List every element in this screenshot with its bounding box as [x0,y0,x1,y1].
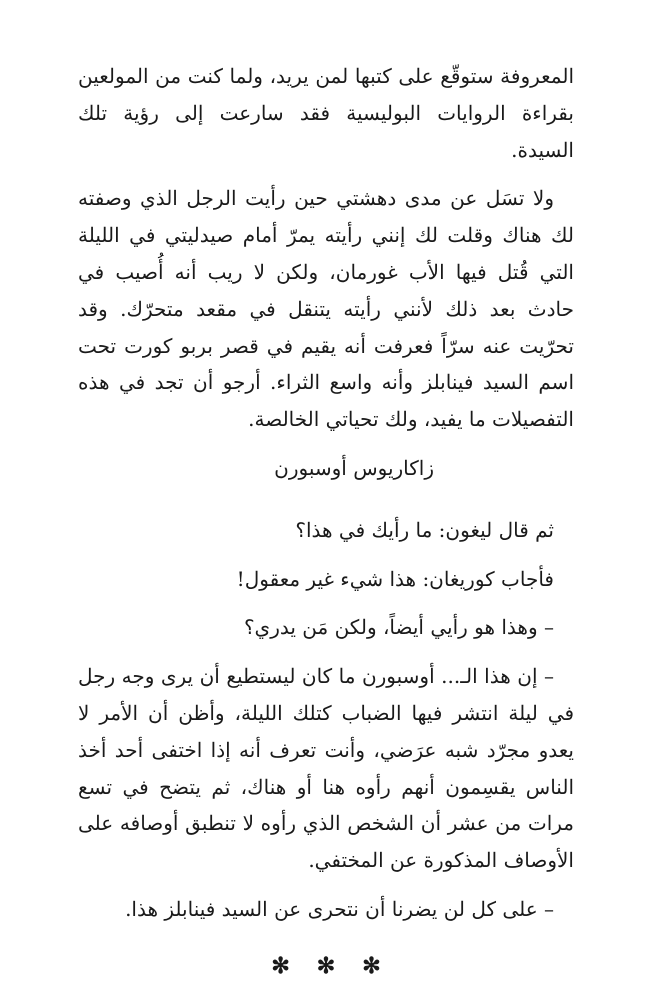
paragraph-dialogue-long: – إن هذا الـ... أوسبورن ما كان ليستطيع أن يرى وجه رجل في ليلة انتشر فيها الضباب كتلك الليلة، وأظن أن الأمر لا يعدو مجرّد شبه عرَضي، وأنت تعرف أنه إذا اختفى أحد أخذ الناس يقسِمون أنهم رأوه هنا أو هناك، ثم يتضح في تسع مرات من عشر أن الشخص الذي رأوه لا تنطبق أوصافه على الأوصاف المذكورة عن المختفي. [78,664,574,873]
star-icon: ✻ [271,952,290,979]
section-separator [78,948,574,986]
paragraph-letter-body: ولا تسَل عن مدى دهشتي حين رأيت الرجل الذي وصفته لك هناك وقلت لك إنني رأيته يمرّ أمام صيدليتي في الليلة التي قُتل فيها الأب غورمان، ولكن لا ريب أنه أُصيب في حادث بعد ذلك لأنني رأيته يتنقل في مقعد متحرّك. وقد تحرّيت عنه سرّاً فعرفت أنه يقيم في قصر بربو كورت تحت اسم السيد فينابلز وأنه واسع الثراء. أرجو أن تجد في هذه التفصيلات ما يفيد، ولك تحياتي الخالصة. [78,186,574,432]
closing-line: – على كل لن يضرنا أن نتحرى عن السيد فينابلز هذا. [125,896,554,921]
star-icon: ✻ [362,952,381,979]
book-page [78,58,574,986]
dialogue-line: فأجاب كوريغان: هذا شيء غير معقول! [236,566,554,591]
letter-signature: زاكاريوس أوسبورن [274,455,434,480]
dialogue-line: – وهذا هو رأيي أيضاً، ولكن مَن يدري؟ [243,615,554,640]
star-icon: ✻ [316,952,336,979]
paragraph-letter-opening: المعروفة ستوقّع على كتبها لمن يريد، ولما كنت من المولعين بقراءة الروايات البوليسية فقد سارعت إلى رؤية تلك السيدة. [78,64,574,162]
dialogue-line: ثم قال ليغون: ما رأيك في هذا؟ [295,517,554,542]
